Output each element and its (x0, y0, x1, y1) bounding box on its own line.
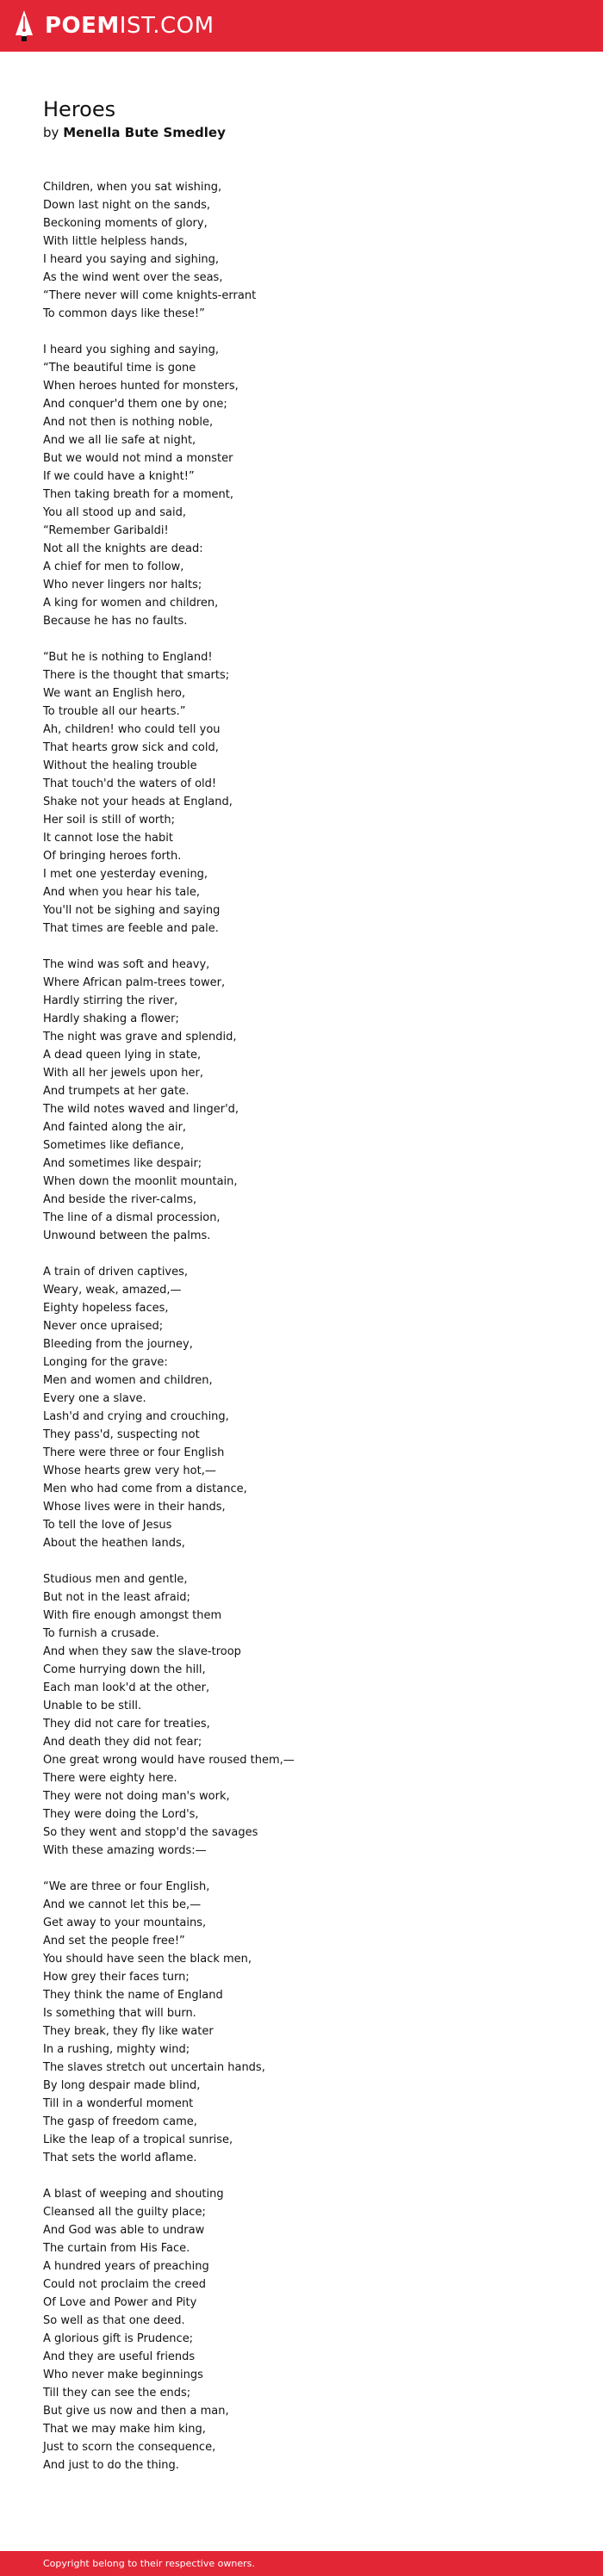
poem-line: And when you hear his tale, (43, 886, 201, 899)
poem-line: One great wrong would have roused them,— (43, 1754, 295, 1767)
poem-line: There were eighty here. (43, 1772, 177, 1785)
stanza (43, 648, 560, 938)
poem-line: You should have seen the black men, (43, 1953, 252, 1966)
author-name: Menella Bute Smedley (63, 125, 226, 140)
poem-line: We want an English hero, (43, 687, 186, 700)
poem-line: Of Love and Power and Pity (43, 2296, 197, 2309)
fountain-pen-nib-icon[interactable] (14, 9, 34, 42)
poem-line: Down last night on the sands, (43, 199, 211, 212)
byline (43, 123, 560, 142)
poem-line: Not all the knights are dead: (43, 542, 203, 555)
poem-content (43, 96, 560, 2492)
poem-line: They pass'd, suspecting not (43, 1428, 200, 1441)
poem-line: A king for women and children, (43, 597, 219, 610)
poem-line: Eighty hopeless faces, (43, 1302, 169, 1315)
poem-line: Shake not your heads at England, (43, 796, 233, 808)
poem-line: Ah, children! who could tell you (43, 723, 221, 736)
poem-line: As the wind went over the seas, (43, 271, 223, 284)
poem-line: So well as that one deed. (43, 2314, 185, 2327)
poem-line: I heard you saying and sighing, (43, 253, 220, 266)
poem-line: They think the name of England (43, 1989, 223, 2002)
poem-line: And God was able to undraw (43, 2224, 205, 2237)
poem-line: You all stood up and said, (43, 506, 186, 519)
poem-line: Men who had come from a distance, (43, 1483, 247, 1495)
poem-line: Whose hearts grew very hot,— (43, 1464, 216, 1477)
stanza (43, 1878, 560, 2167)
poem-line: That we may make him king, (43, 2423, 206, 2436)
header-bar (0, 0, 603, 52)
copyright-text: Copyright belong to their respective owners. (43, 2558, 255, 2569)
poem-line: And set the people free!” (43, 1935, 185, 1947)
poem-line: Hardly shaking a flower; (43, 1012, 179, 1025)
stanza (43, 1263, 560, 1552)
poem-line: But we would not mind a monster (43, 452, 233, 465)
poem-line: Till they can see the ends; (43, 2387, 191, 2400)
poem-line: Could not proclaim the creed (43, 2278, 207, 2291)
poem-line: Each man look'd at the other, (43, 1681, 210, 1694)
poem-line: And beside the river-calms, (43, 1193, 197, 1206)
poem-line: And just to do the thing. (43, 2459, 179, 2472)
poem-line: The gasp of freedom came, (43, 2115, 197, 2128)
poem-line: Where African palm-trees tower, (43, 976, 226, 989)
poem-line: I met one yesterday evening, (43, 868, 208, 881)
poem-line: Of bringing heroes forth. (43, 850, 182, 863)
poem-line: And trumpets at her gate. (43, 1085, 190, 1098)
poem-line: Then taking breath for a moment, (43, 488, 233, 501)
poem-line: Till in a wonderful moment (43, 2097, 194, 2110)
poem-line: Bleeding from the journey, (43, 1338, 193, 1351)
poem-line: “There never will come knights-errant (43, 289, 257, 302)
poem-line: They break, they fly like water (43, 2025, 214, 2038)
stanza (43, 341, 560, 630)
logo-bold-text: POEM (45, 13, 120, 39)
poem-line: “The beautiful time is gone (43, 362, 196, 375)
poem-line: By long despair made blind, (43, 2079, 201, 2092)
poem-line: And we all lie safe at night, (43, 434, 196, 447)
poem-line: The slaves stretch out uncertain hands, (43, 2061, 265, 2074)
poem-line: To trouble all our hearts.” (43, 705, 186, 718)
poem-line: And death they did not fear; (43, 1736, 202, 1749)
poem-line: And conquer'd them one by one; (43, 398, 227, 411)
poem-line: Never once upraised; (43, 1320, 164, 1333)
poem-line: Men and women and children, (43, 1374, 213, 1387)
stanza (43, 956, 560, 1245)
poem-line: A dead queen lying in state, (43, 1049, 202, 1062)
poem-line: And sometimes like despair; (43, 1157, 202, 1170)
poem-line: And we cannot let this be,— (43, 1898, 202, 1911)
poem-line: Weary, weak, amazed,— (43, 1284, 182, 1297)
poem-line: Studious men and gentle, (43, 1573, 188, 1586)
poem-line: They did not care for treaties, (43, 1718, 210, 1731)
poem-line: That hearts grow sick and cold, (43, 741, 219, 754)
poem-line: In a rushing, mighty wind; (43, 2043, 190, 2056)
poem-line: To tell the love of Jesus (43, 1519, 172, 1532)
poem-line: Sometimes like defiance, (43, 1139, 184, 1152)
poem-line: Longing for the grave: (43, 1356, 168, 1369)
poem-line: “Remember Garibaldi! (43, 524, 169, 537)
poem-line: If we could have a knight!” (43, 470, 195, 483)
by-label: by (43, 125, 59, 140)
poem-line: A glorious gift is Prudence; (43, 2332, 194, 2345)
poem-line: Who never lingers nor halts; (43, 579, 202, 591)
poem-line: But give us now and then a man, (43, 2405, 229, 2418)
poem-line: It cannot lose the habit (43, 832, 173, 845)
poem-line: Like the leap of a tropical sunrise, (43, 2133, 233, 2146)
poem-line: “We are three or four English, (43, 1880, 210, 1893)
poem-line: A blast of weeping and shouting (43, 2188, 224, 2201)
poem-line: Just to scorn the consequence, (43, 2441, 216, 2454)
poem-line: Every one a slave. (43, 1392, 146, 1405)
poem-line: Her soil is still of worth; (43, 814, 175, 827)
poem-line: That sets the world aflame. (43, 2152, 197, 2164)
poem-title: Heroes (43, 97, 116, 121)
poem-line: Lash'd and crying and crouching, (43, 1410, 229, 1423)
stanza (43, 2185, 560, 2474)
poem-line: The curtain from His Face. (43, 2242, 190, 2255)
poem-line: That touch'd the waters of old! (43, 777, 217, 790)
poem-line: And not then is nothing noble, (43, 416, 214, 429)
poem-line: That times are feeble and pale. (43, 922, 219, 935)
poem-line: And fainted along the air, (43, 1121, 187, 1134)
poem-line: You'll not be sighing and saying (43, 904, 221, 917)
footer-bar (0, 2551, 603, 2576)
poem-line: The line of a dismal procession, (43, 1211, 221, 1224)
poem-line: When down the moonlit mountain, (43, 1175, 238, 1188)
poem-body (43, 178, 560, 2474)
poem-line: Who never make beginnings (43, 2369, 203, 2381)
poem-line: With all her jewels upon her, (43, 1067, 203, 1080)
poem-line: How grey their faces turn; (43, 1971, 190, 1984)
poem-line: About the heathen lands, (43, 1537, 185, 1550)
poem-line: But not in the least afraid; (43, 1591, 190, 1604)
poem-line: With little helpless hands, (43, 235, 188, 248)
poem-line: To common days like these!” (43, 307, 205, 320)
poem-line: Come hurrying down the hill, (43, 1663, 206, 1676)
poem-line: “But he is nothing to England! (43, 651, 213, 664)
poem-line: A chief for men to follow, (43, 560, 184, 573)
poem-line: And they are useful friends (43, 2350, 196, 2363)
poem-line: Is something that will burn. (43, 2007, 196, 2020)
poem-line: The wild notes waved and linger'd, (43, 1103, 239, 1116)
stanza (43, 178, 560, 323)
poem-line: When heroes hunted for monsters, (43, 380, 239, 393)
poem-line: Cleansed all the guilty place; (43, 2206, 206, 2219)
poem-line: Get away to your mountains, (43, 1917, 207, 1929)
poem-line: The wind was soft and heavy, (43, 958, 210, 971)
poem-line: There were three or four English (43, 1446, 225, 1459)
poem-line: Unable to be still. (43, 1700, 142, 1712)
poem-line: They were not doing man's work, (43, 1790, 230, 1803)
stanza (43, 1570, 560, 1860)
logo-rest-text: IST.COM (119, 13, 214, 39)
poem-line: Beckoning moments of glory, (43, 217, 208, 230)
poem-line: With fire enough amongst them (43, 1609, 222, 1622)
poem-line: With these amazing words:— (43, 1844, 207, 1857)
poem-line: Without the healing trouble (43, 759, 197, 772)
poem-line: There is the thought that smarts; (43, 669, 230, 682)
poem-line: Whose lives were in their hands, (43, 1501, 226, 1514)
poem-line: Because he has no faults. (43, 615, 188, 628)
poem-line: To furnish a crusade. (43, 1627, 159, 1640)
poem-line: A train of driven captives, (43, 1266, 189, 1279)
poem-line: And when they saw the slave-troop (43, 1645, 241, 1658)
poem-line: The night was grave and splendid, (43, 1031, 237, 1043)
site-logo-link[interactable] (45, 13, 214, 39)
poem-line: So they went and stopp'd the savages (43, 1826, 258, 1839)
poem-line: Hardly stirring the river, (43, 994, 178, 1007)
poem-line: Children, when you sat wishing, (43, 181, 222, 194)
poem-line: A hundred years of preaching (43, 2260, 209, 2273)
poem-line: Unwound between the palms. (43, 1229, 211, 1242)
poem-line: I heard you sighing and saying, (43, 344, 220, 356)
poem-line: They were doing the Lord's, (43, 1808, 199, 1821)
